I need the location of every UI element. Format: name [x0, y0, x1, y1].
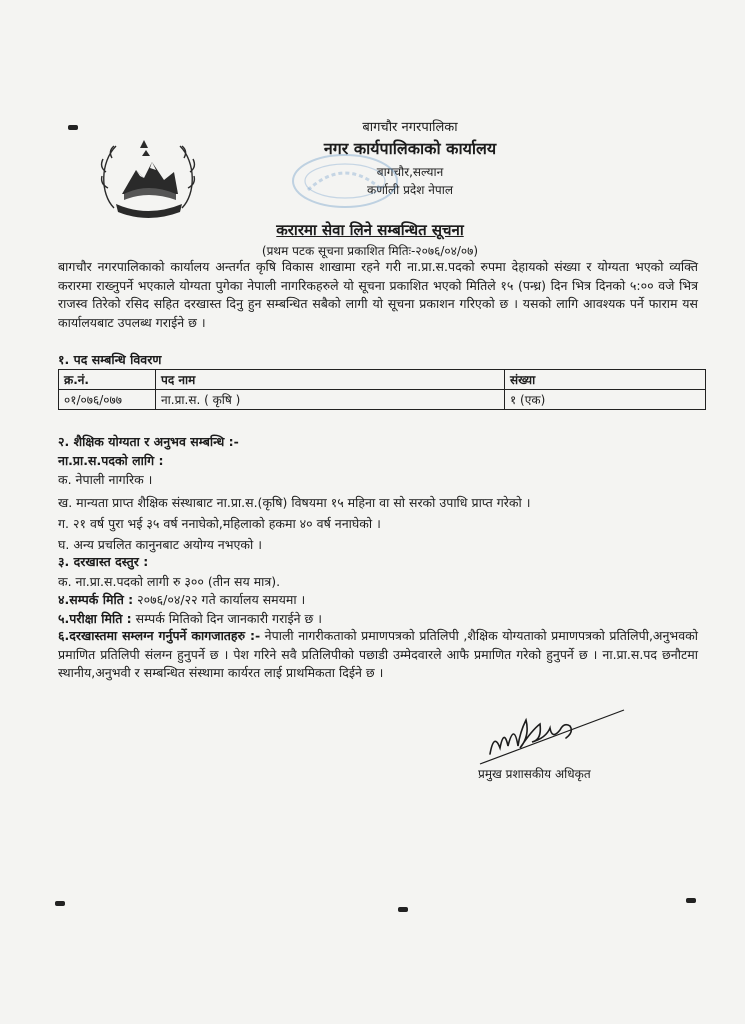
table-header-cell: क्र.नं.	[59, 370, 156, 390]
section1-title: १. पद सम्बन्धि विवरण	[58, 352, 162, 367]
exam-date-line	[58, 610, 322, 627]
exam-date-label: ५.परीक्षा मिति :	[58, 611, 132, 626]
nepal-emblem-icon	[94, 132, 202, 218]
notice-title: करारमा सेवा लिने सम्बन्धित सूचना	[276, 221, 464, 239]
office-name: नगर कार्यपालिकाको कार्यालय	[323, 139, 497, 158]
table-cell: १ (एक)	[505, 390, 706, 410]
scan-mark	[68, 125, 78, 130]
required-documents-text: नेपाली नागरीकताको प्रमाणपत्रको प्रतिलिपी ,शैक्षिक योग्यताको प्रमाणपत्रको प्रतिलिपी,अनुभवको प्रमाणित प्रतिलिपी संलग्न हुनुपर्ने छ । पेश गरिने सवै प्रतिलिपीको पछाडी उम्मेदवारले आफै प्रमाणित गरेको हुनुपर्ने छ । ना.प्रा.स.पद छनौटमा स्थानीय,अनुभवी र सम्बन्धित संस्थामा कार्यरत लाई प्राथमिकता दिईने छ ।	[58, 628, 698, 680]
contact-date-line	[58, 591, 305, 608]
exam-date-value: सम्पर्क मितिको दिन जानकारी गराईने छ ।	[131, 611, 322, 626]
signatory-title: प्रमुख प्रशासकीय अधिकृत	[478, 767, 591, 781]
province-name: कर्णाली प्रदेश नेपाल	[367, 183, 453, 197]
scan-mark	[398, 907, 408, 912]
list-item: क. ना.प्रा.स.पदको लागी रु ३०० (तीन सय मात्र).	[58, 574, 281, 589]
scan-mark	[686, 898, 696, 903]
list-item: ख. मान्यता प्राप्त शैक्षिक संस्थाबाट ना.प्रा.स.(कृषि) विषयमा १५ महिना वा सो सरको उपाधि प्राप्त गरेको ।	[58, 495, 531, 510]
table-header-cell: पद नाम	[156, 370, 505, 390]
notice-published-date: (प्रथम पटक सूचना प्रकाशित मितिः-२०७६/०४/०७)	[261, 244, 479, 258]
section2-title: २. शैक्षिक योग्यता र अनुभव सम्बन्धि :-	[58, 434, 239, 449]
office-stamp-icon	[286, 150, 404, 212]
required-documents	[58, 627, 698, 683]
list-item: ग. २१ वर्ष पुरा भई ३५ वर्ष ननाघेको,महिलाको हकमा ४० वर्ष ननाघेको ।	[58, 516, 381, 531]
scan-mark	[55, 901, 65, 906]
contact-date-label: ४.सम्पर्क मिति :	[58, 592, 134, 607]
notice-intro: बागचौर नगरपालिकाको कार्यालय अन्तर्गत कृषि विकास शाखामा रहने गरी ना.प्रा.स.पदको रुपमा देहायको संख्या र योग्यता भएको व्यक्ति करारमा राख्नुपर्ने भएकाले योग्यता पुगेका नेपाली नागरिकहरुले यो सूचना प्रकाशित भएको मितिले १५ (पन्ध्र) दिन भित्र दिनको ५:०० वजे भित्र राजस्व तिरेको रसिद सहित दरखास्त दिनु हुन सम्बन्धित सबैको लागी यो सूचना प्रकाशन गरिएको छ । यसको लागि आवश्यक पर्ने फाराम यस कार्यालयबाट उपलब्ध गराईने छ ।	[58, 259, 698, 330]
post-table	[58, 369, 706, 410]
table-header-cell: संख्या	[505, 370, 706, 390]
table-cell: ०१/०७६/०७७	[59, 390, 156, 410]
table-cell: ना.प्रा.स. ( कृषि )	[156, 390, 505, 410]
table-header-row	[59, 370, 706, 390]
section2-subtitle: ना.प्रा.स.पदको लागि :	[58, 453, 164, 468]
contact-date-value: २०७६/०४/२२ गते कार्यालय समयमा ।	[133, 592, 306, 607]
office-address: बागचौर,सल्यान	[376, 165, 444, 179]
table-row	[59, 390, 706, 410]
section3-title: ३. दरखास्त दस्तुर :	[58, 554, 149, 569]
municipality-name: बागचौर नगरपालिका	[362, 120, 458, 135]
required-documents-label: ६.दरखास्तमा सम्लग्न गर्नुपर्ने कागजातहरु :-	[58, 628, 261, 643]
list-item: क. नेपाली नागरिक ।	[58, 472, 153, 487]
signature-icon	[478, 700, 628, 766]
list-item: घ. अन्य प्रचलित कानुनबाट अयोग्य नभएको ।	[58, 537, 262, 552]
